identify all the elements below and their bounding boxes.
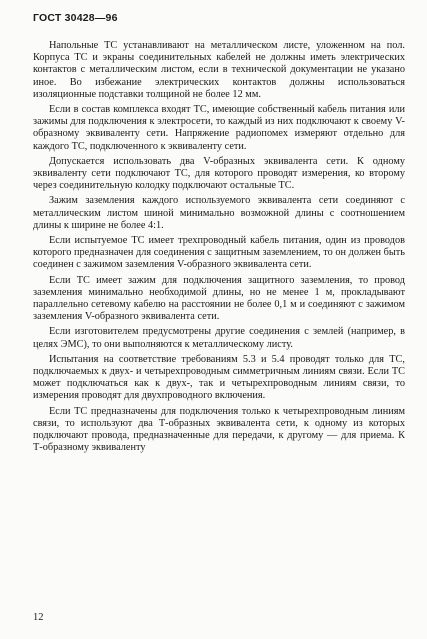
paragraph-two-network-equivalents: Допускается использовать два V-образных эквивалента сети. К одному эквиваленту сети подключают ТС, для которого проводят измерения, ко второму через соединительную колодку подключают остальные ТС.	[33, 155, 405, 192]
page-body	[33, 40, 405, 458]
paragraph-tests-5-3-5-4: Испытания на соответствие требованиям 5.3 и 5.4 проводят только для ТС, подключаемых к двух- и четырехпроводным симметричным линиям связи. Если ТС может подключаться как к двух-, так и четырехпроводным линиям связи, то измерения проводят для двухпроводного включения.	[33, 353, 405, 402]
page-number: 12	[33, 612, 44, 623]
paragraph-protective-ground: Если ТС имеет зажим для подключения защитного заземления, то провод заземления минимально необходимой длины, но не менее 1 м, прокладывают параллельно сетевому кабелю на расстоянии не более 0,1 м и соединяют с зажимом заземления V-образного эквивалента сети.	[33, 274, 405, 323]
paragraph-ground-terminal: Зажим заземления каждого используемого эквивалента сети соединяют с металлическим листом шиной минимально возможной длины с соотношением длины к ширине не более 4:1.	[33, 195, 405, 231]
paragraph-floor-equipment: Напольные ТС устанавливают на металлическом листе, уложенном на пол. Корпуса ТС и экраны соединительных кабелей не должны иметь электрических контактов с металлическим листом, если в технической документации не указано иное. Во избежание электрических контактов должны использоваться изоляционные подставки толщиной не более 12 мм.	[33, 40, 405, 100]
paragraph-four-wire-lines: Если ТС предназначены для подключения только к четырехпроводным линиям связи, то используют два Т-образных эквивалента сети, к одному из которых подключают провода, предназначенные для передачи, к другому — для приема. К Т-образному эквиваленту	[33, 405, 405, 454]
paragraph-three-wire-cable: Если испытуемое ТС имеет трехпроводный кабель питания, один из проводов которого предназначен для соединения с защитным заземлением, то он должен быть соединен с зажимом заземления V-образного эквивалента сети.	[33, 235, 405, 271]
standard-header: ГОСТ 30428—96	[33, 12, 118, 24]
paragraph-other-connections: Если изготовителем предусмотрены другие соединения с землей (например, в целях ЭМС), то они выполняются к металлическому листу.	[33, 326, 405, 350]
paragraph-own-power-cable: Если в состав комплекса входят ТС, имеющие собственный кабель питания или зажимы для подключения к электросети, то каждый из них подключают к своему V-образному эквиваленту сети. Напряжение радиопомех измеряют отдельно для каждого ТС, подключенного к эквиваленту сети.	[33, 104, 405, 152]
